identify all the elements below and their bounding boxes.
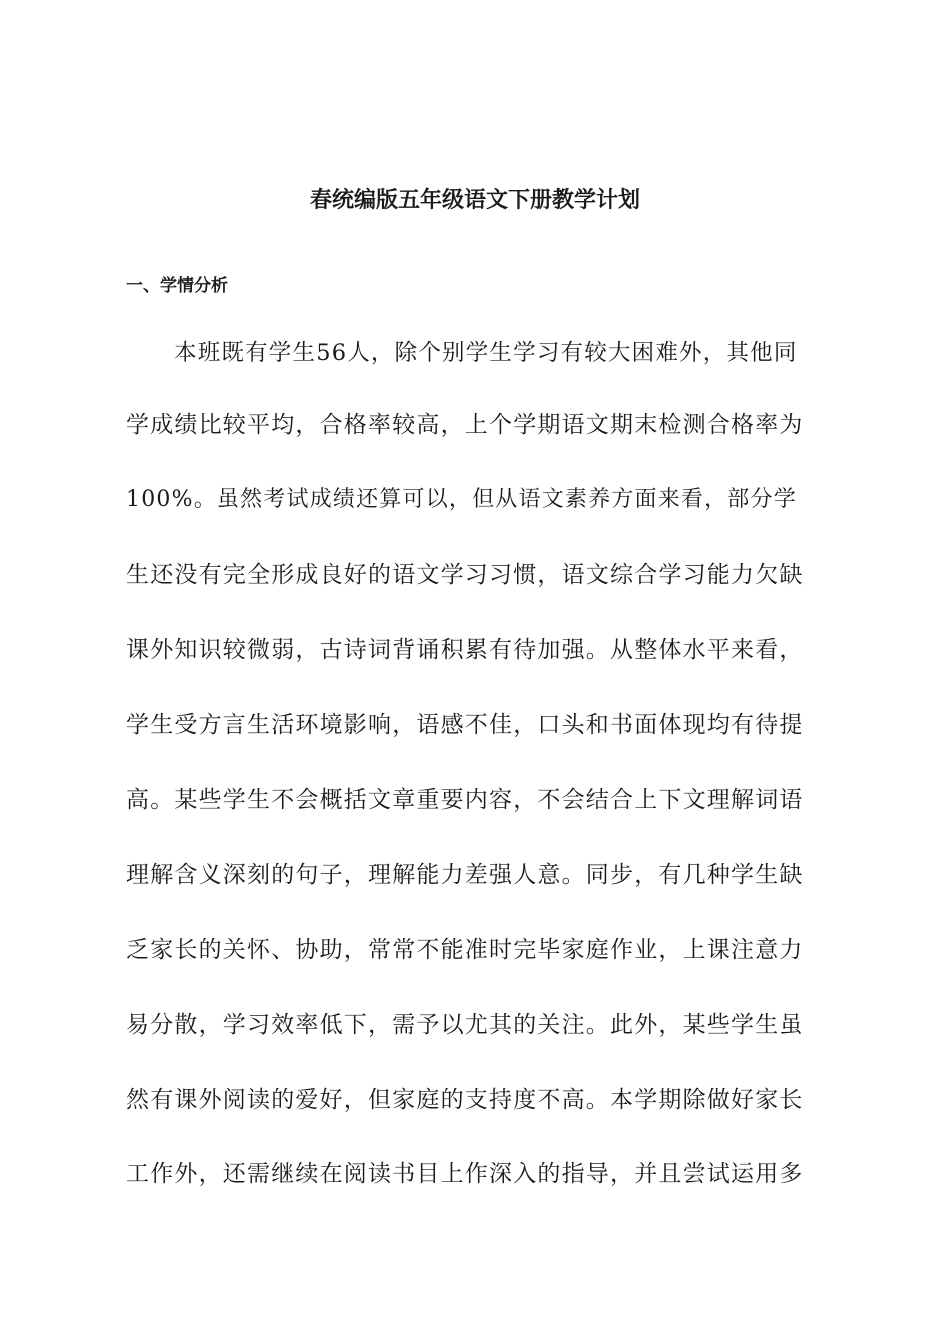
paragraph-line: 学成绩比较平均，合格率较高，上个学期语文期末检测合格率为 — [126, 412, 804, 438]
paragraph-line: 易分散，学习效率低下，需予以尤其的关注。此外，某些学生虽 — [126, 1012, 804, 1038]
paragraph-line: 本班既有学生56人，除个别学生学习有较大困难外，其他同 — [174, 340, 798, 366]
section-heading: 一、学情分析 — [126, 276, 228, 296]
paragraph-line: 学生受方言生活环境影响，语感不佳，口头和书面体现均有待提 — [126, 712, 804, 738]
paragraph-line: 乏家长的关怀、协助，常常不能准时完毕家庭作业，上课注意力 — [126, 937, 804, 963]
document-title: 春统编版五年级语文下册教学计划 — [309, 188, 640, 213]
paragraph-line: 课外知识较微弱，古诗词背诵积累有待加强。从整体水平来看， — [126, 637, 804, 663]
paragraph-line: 理解含义深刻的句子，理解能力差强人意。同步，有几种学生缺 — [126, 862, 804, 888]
paragraph-line: 高。某些学生不会概括文章重要内容，不会结合上下文理解词语 — [126, 787, 804, 813]
paragraph-line: 工作外，还需继续在阅读书目上作深入的指导，并且尝试运用多 — [126, 1161, 804, 1187]
paragraph-line: 然有课外阅读的爱好，但家庭的支持度不高。本学期除做好家长 — [126, 1087, 804, 1113]
paragraph-line: 100%。虽然考试成绩还算可以，但从语文素养方面来看，部分学 — [126, 487, 797, 512]
paragraph-line: 生还没有完全形成良好的语文学习习惯，语文综合学习能力欠缺 — [126, 562, 804, 588]
